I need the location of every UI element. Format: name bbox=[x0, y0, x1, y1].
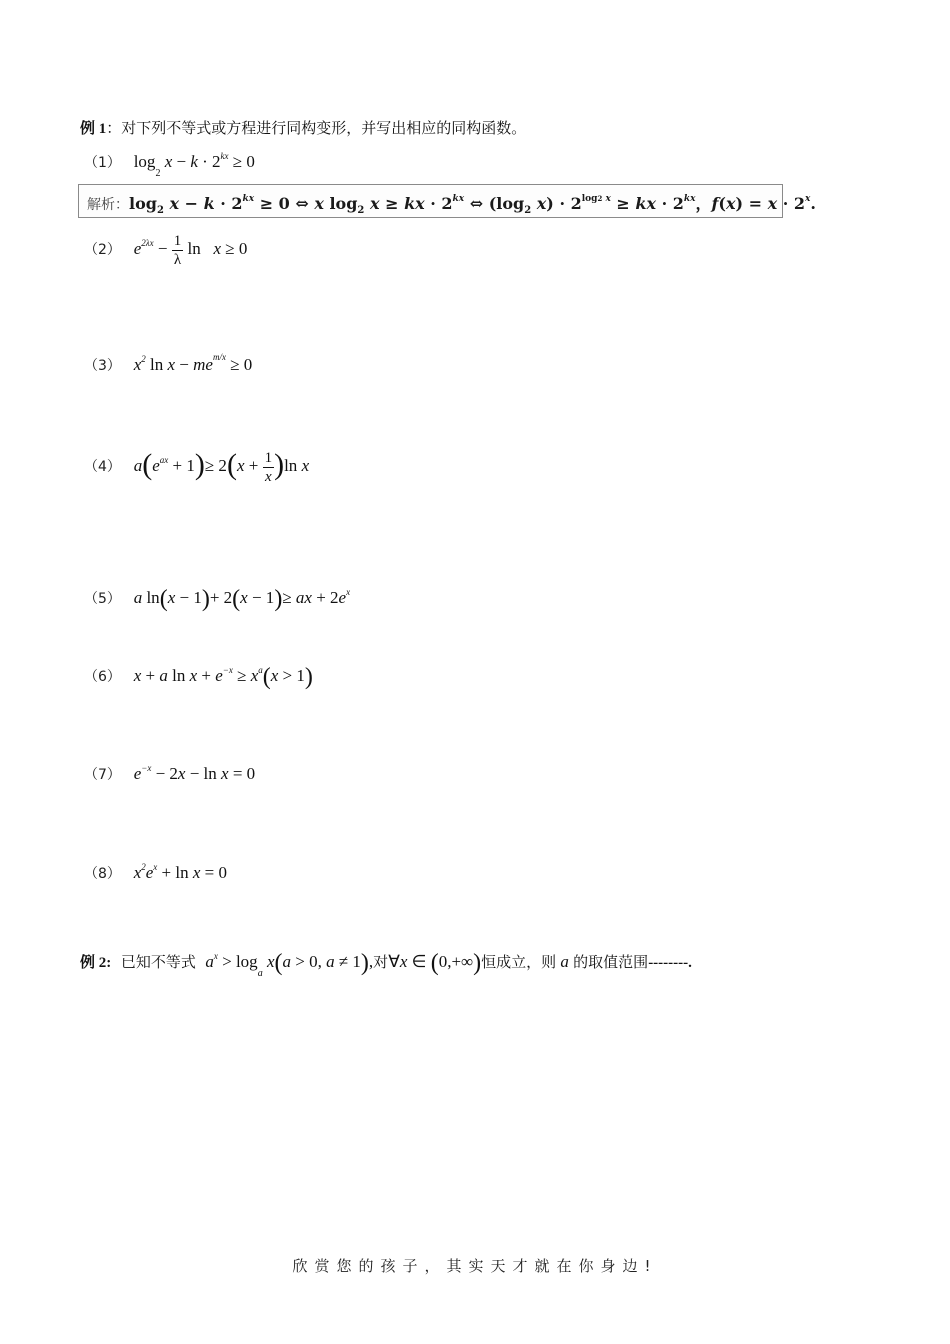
item-2-formula: $e^{2\lambda x}$ − $\frac{1}{\lambda}$ ln x ≥ 0 bbox=[133, 233, 248, 268]
item-label: （8） bbox=[84, 866, 121, 882]
example-1-label: 例 1 bbox=[80, 121, 107, 137]
item-4 bbox=[84, 448, 309, 486]
item-3 bbox=[84, 352, 252, 375]
solution-lead: 解析： bbox=[87, 197, 129, 213]
item-label: （2） bbox=[84, 242, 121, 259]
example-2-tail: 的取值范围 bbox=[573, 953, 649, 971]
example-1-heading: 例 1：对下列不等式或方程进行同构变形，并写出相应的同构函数。 bbox=[80, 119, 527, 137]
item-1 bbox=[84, 151, 255, 179]
item-label: （3） bbox=[84, 358, 121, 374]
example-2-prefix: 已知不等式 bbox=[120, 953, 196, 971]
solution-text: 解析：$\log_2 x - k \cdot 2^{kx} \ge 0$ ⇔ x $\log_2 x$ ≥ kx · $2^{kx}$ ⇔ ($\log_2$ $x) \cdot 2^{log2 x}$ ≥ kx · $2^{kx}$，$f(x) = x \cdot 2^x$. bbox=[87, 194, 816, 216]
item-label: （4） bbox=[84, 459, 121, 475]
example-2-label: 例 2 bbox=[80, 955, 107, 971]
item-4-formula: $a(e^{ax} + 1)\ge 2(x$ + $\frac{1}{x}$ )ln x bbox=[133, 448, 310, 485]
item-2 bbox=[84, 232, 247, 269]
example-2-suffix: 恒成立，则 bbox=[481, 953, 557, 971]
item-8-formula: $x^2e^x + \ln x = 0$ bbox=[133, 862, 227, 882]
item-6 bbox=[84, 664, 313, 691]
footer-motto: 欣赏您的孩子，其实天才就在你身边! bbox=[292, 1257, 658, 1275]
item-7 bbox=[84, 763, 255, 784]
item-6-formula: x + a $\ln x + e^{-x} \ge x^a(x > 1)$ bbox=[133, 664, 313, 690]
answer-blank: --------. bbox=[648, 955, 692, 971]
item-5-formula: a ln(x − 1)+ 2(x − 1)≥ ax + $2e^x$ bbox=[133, 586, 351, 612]
example-2: 例 2: 已知不等式 $a^x > \log_a x(a > 0$, a ≠ 1),对∀x ∈ (0,+∞)恒成立，则 a 的取值范围--------. bbox=[80, 950, 692, 979]
item-8 bbox=[84, 862, 227, 883]
item-3-formula: $x^2$ $\ln x - me^{m/x} \ge 0$ bbox=[133, 352, 253, 374]
item-5 bbox=[84, 586, 350, 613]
solution-box bbox=[78, 184, 816, 218]
example-1-text: 对下列不等式或方程进行同构变形，并写出相应的同构函数。 bbox=[121, 119, 527, 137]
example-2-formula: $a^x > \log_a x(a > 0$, a ≠ 1), bbox=[205, 950, 374, 979]
item-1-formula: $\log_2 x - k \cdot 2^{kx} \ge 0$ bbox=[133, 151, 255, 179]
item-label: （7） bbox=[84, 767, 121, 783]
item-label: （6） bbox=[84, 669, 121, 685]
item-7-formula: $e^{-x} - 2x - \ln x = 0$ bbox=[133, 763, 256, 783]
item-label: （5） bbox=[84, 591, 121, 607]
item-label: （1） bbox=[84, 155, 121, 171]
